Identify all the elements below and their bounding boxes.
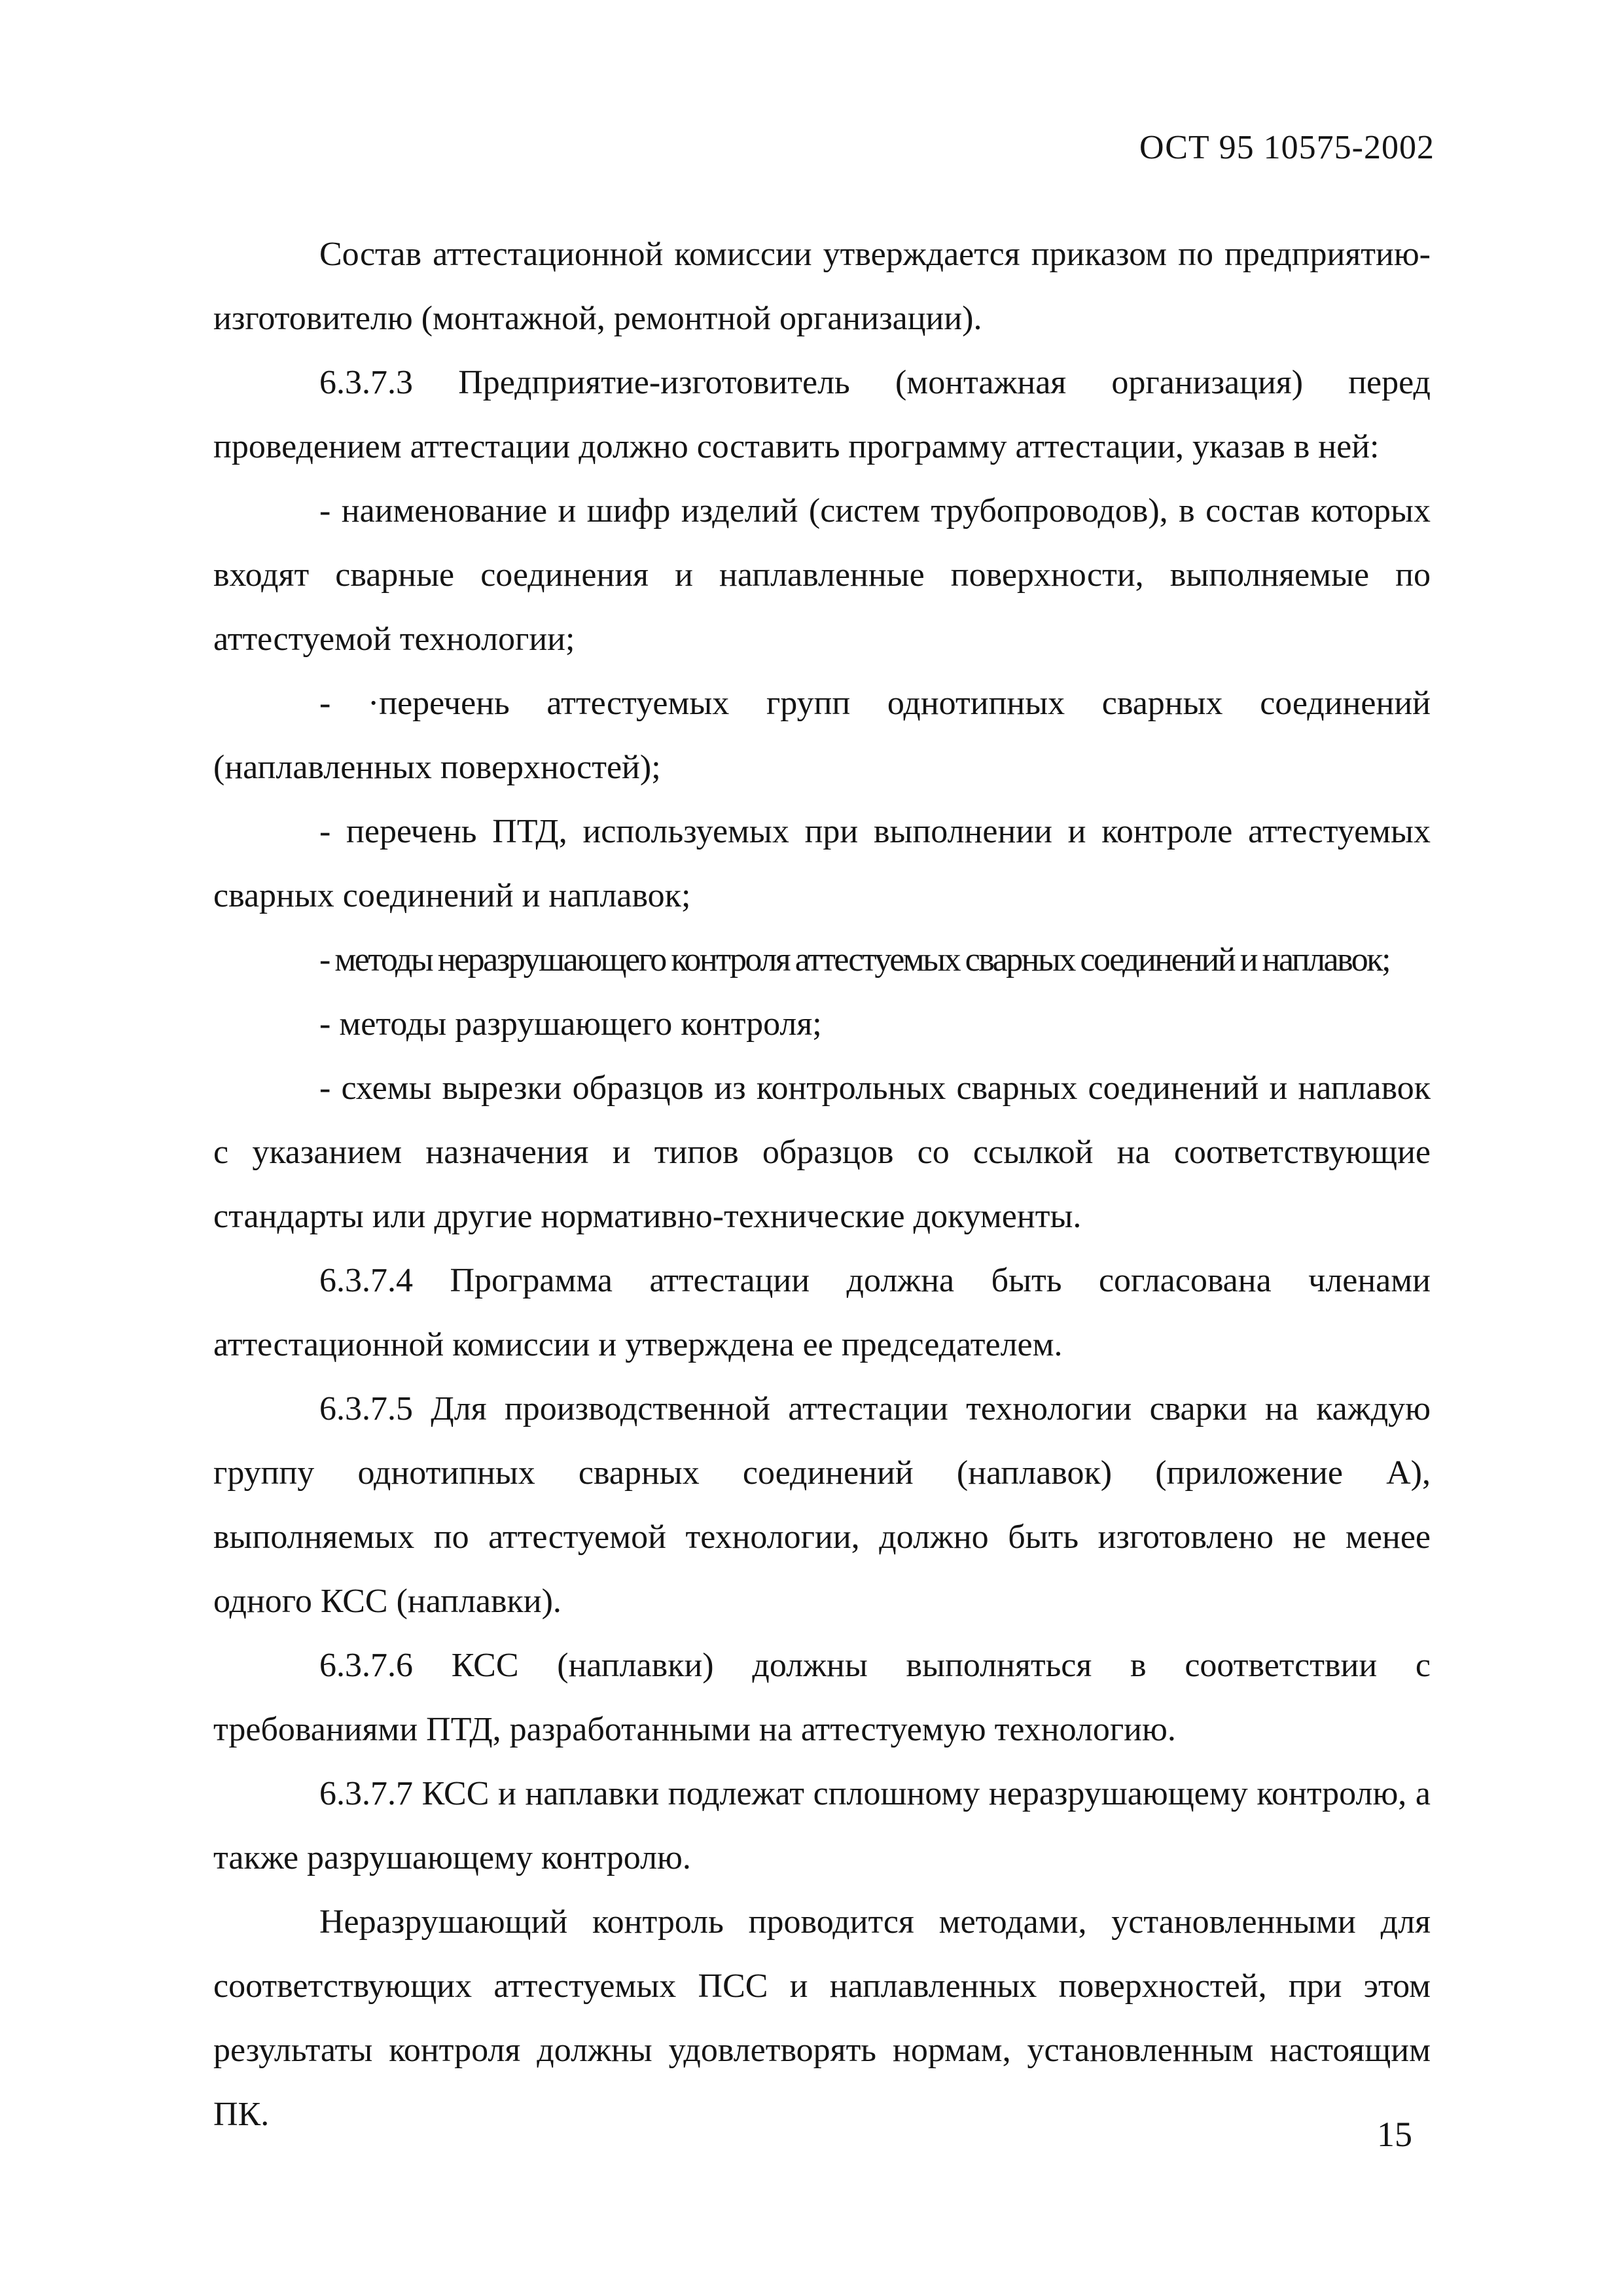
- paragraph-commission-composition: Состав аттестационной комиссии утверждается приказом по предприятию-изготовителю (монтажной, ремонтной организации).: [213, 236, 1431, 337]
- paragraph-6-3-7-3: 6.3.7.3 Предприятие-изготовитель (монтажная организация) перед проведением аттестации должно составить программу аттестации, указав в ней:: [213, 364, 1431, 465]
- paragraph-ndt-methods: Неразрушающий контроль проводится методами, установленными для соответствующих аттестуемых ПСС и наплавленных поверхностей, при этом результаты контроля должны удовлетворять нормам, установленным настоящим ПК.: [213, 1903, 1431, 2133]
- paragraph-6-3-7-7: 6.3.7.7 КСС и наплавки подлежат сплошному неразрушающему контролю, а также разрушающему контролю.: [213, 1775, 1431, 1876]
- page-number: 15: [1377, 2115, 1412, 2154]
- list-item-product-names: - наименование и шифр изделий (систем трубопроводов), в состав которых входят сварные соединения и наплавленные поверхности, выполняемые по аттестуемой технологии;: [213, 492, 1431, 658]
- paragraph-6-3-7-5: 6.3.7.5 Для производственной аттестации технологии сварки на каждую группу однотипных сварных соединений (наплавок) (приложение А), выполняемых по аттестуемой технологии, должно быть изготовлено не менее одного КСС (наплавки).: [213, 1390, 1431, 1620]
- list-item-joint-groups: - ·перечень аттестуемых групп однотипных сварных соединений (наплавленных поверхностей);: [213, 685, 1431, 786]
- list-item-ptd-list: - перечень ПТД, используемых при выполнении и контроле аттестуемых сварных соединений и наплавок;: [213, 813, 1431, 914]
- list-item-cutting-schemes: - схемы вырезки образцов из контрольных сварных соединений и наплавок с указанием назначения и типов образцов со ссылкой на соответствующие стандарты или другие нормативно-технические документы.: [213, 1069, 1431, 1235]
- list-item-destructive-methods: - методы разрушающего контроля;: [319, 1005, 822, 1043]
- paragraph-6-3-7-4: 6.3.7.4 Программа аттестации должна быть согласована членами аттестационной комиссии и утверждена ее председателем.: [213, 1262, 1431, 1363]
- paragraph-6-3-7-6: 6.3.7.6 КСС (наплавки) должны выполняться в соответствии с требованиями ПТД, разработанными на аттестуемую технологию.: [213, 1647, 1431, 1748]
- document-code: ОСТ 95 10575-2002: [1139, 129, 1435, 166]
- document-body: [213, 223, 1431, 2147]
- list-item-ndt-methods: - методы неразрушающего контроля аттестуемых сварных соединений и наплавок;: [319, 941, 1390, 978]
